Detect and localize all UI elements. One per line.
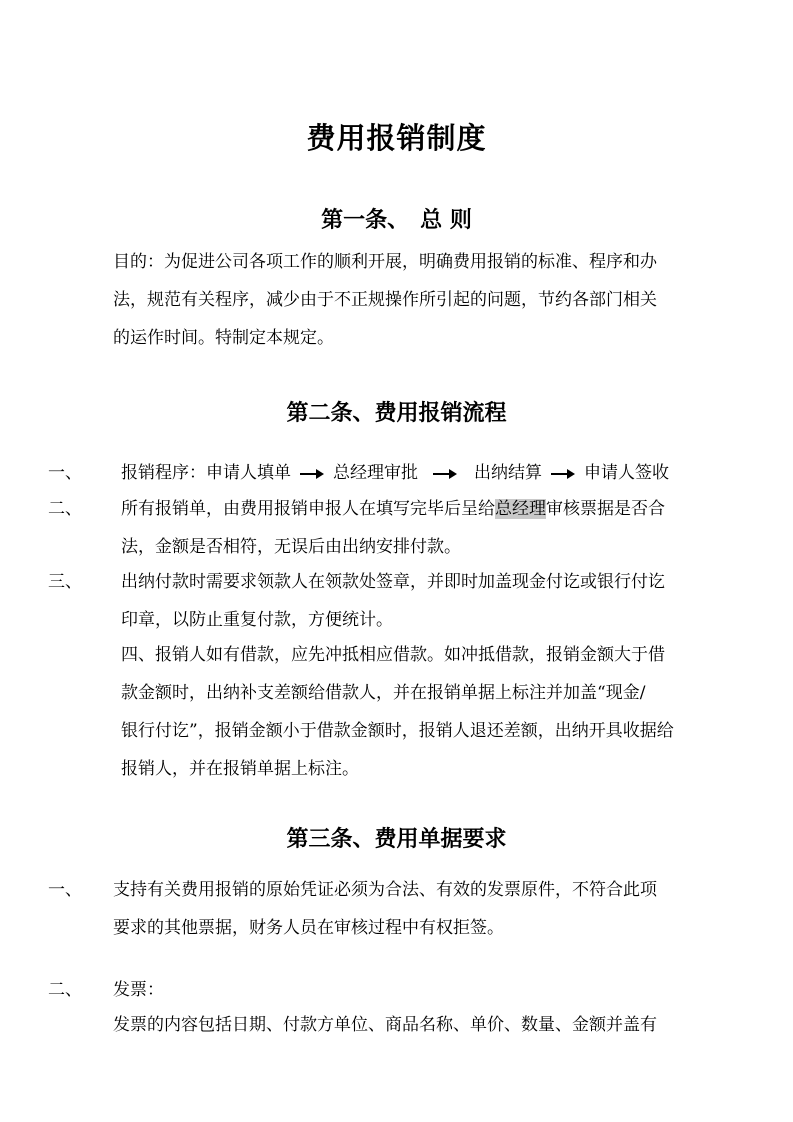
- article-2-item-1-number: 一、: [48, 463, 82, 483]
- article-1-heading: 第一条、 总 则: [321, 207, 472, 233]
- article-2-heading: 第二条、费用报销流程: [286, 400, 507, 426]
- article-2-item-3-line: 出纳付款时需要求领款人在领款处签章，并即时加盖现金付讫或银行付讫: [121, 572, 665, 592]
- article-3-item-1-line: 要求的其他票据，财务人员在审核过程中有权拒签。: [113, 918, 504, 938]
- article-2-item-2-number: 二、: [48, 499, 82, 519]
- article-1-line: 的运作时间。特制定本规定。: [113, 328, 334, 348]
- article-3-item-1-number: 一、: [48, 880, 82, 900]
- article-2-item-4-line: 款金额时，出纳补支差额给借款人，并在报销单据上标注并加盖“现金/: [121, 683, 646, 703]
- article-2-item-4-line: 四、报销人如有借款，应先冲抵相应借款。如冲抵借款，报销金额大于借: [121, 645, 665, 665]
- arrow-right-icon: [432, 467, 458, 481]
- highlighted-text: 总经理: [495, 499, 546, 519]
- flow-step: 申请人填单: [206, 463, 291, 483]
- article-1-line: 目的：为促进公司各项工作的顺利开展，明确费用报销的标准、程序和办: [113, 252, 657, 272]
- article-2-item-2-line: [121, 490, 665, 528]
- article-3-item-2-number: 二、: [48, 980, 82, 1000]
- article-3-item-2-label: [113, 971, 164, 1009]
- text-run: 审核票据是否合: [546, 499, 665, 519]
- arrow-right-icon: [299, 467, 325, 481]
- arrow-right-icon: [550, 467, 576, 481]
- flow-step: 申请人签收: [584, 463, 669, 483]
- article-3-item-2-label-text: 发票：: [113, 980, 164, 1000]
- article-3-heading: 第三条、费用单据要求: [286, 826, 507, 852]
- article-2-item-4-body: [121, 636, 674, 788]
- article-3-item-1-body: [113, 871, 657, 947]
- article-2-item-3-body: [121, 563, 665, 639]
- flow-step: 出纳结算: [474, 463, 542, 483]
- article-2-item-3-number: 三、: [48, 572, 82, 592]
- reimbursement-flow: [121, 456, 669, 490]
- flow-label: 报销程序：: [121, 463, 206, 483]
- article-3-item-2-line: 发票的内容包括日期、付款方单位、商品名称、单价、数量、金额并盖有: [113, 1015, 657, 1035]
- article-1-body: [113, 243, 657, 357]
- article-2-item-4-line: 报销人，并在报销单据上标注。: [121, 759, 359, 779]
- text-run: 所有报销单，由费用报销申报人在填写完毕后呈给: [121, 499, 495, 519]
- article-2-item-2-body: [121, 490, 665, 566]
- article-3-item-1-line: 支持有关费用报销的原始凭证必须为合法、有效的发票原件，不符合此项: [113, 880, 657, 900]
- article-2-item-3-line: 印章，以防止重复付款，方便统计。: [121, 610, 393, 630]
- flow-step: 总经理审批: [333, 463, 418, 483]
- article-1-line: 法，规范有关程序，减少由于不正规操作所引起的问题，节约各部门相关: [113, 290, 657, 310]
- document-title: 费用报销制度: [306, 121, 487, 155]
- article-2-item-2-line: 法，金额是否相符，无误后由出纳安排付款。: [121, 537, 461, 557]
- article-2-item-4-line: 银行付讫”，报销金额小于借款金额时，报销人退还差额，出纳开具收据给: [121, 721, 674, 741]
- article-3-item-2-body: [113, 1006, 657, 1044]
